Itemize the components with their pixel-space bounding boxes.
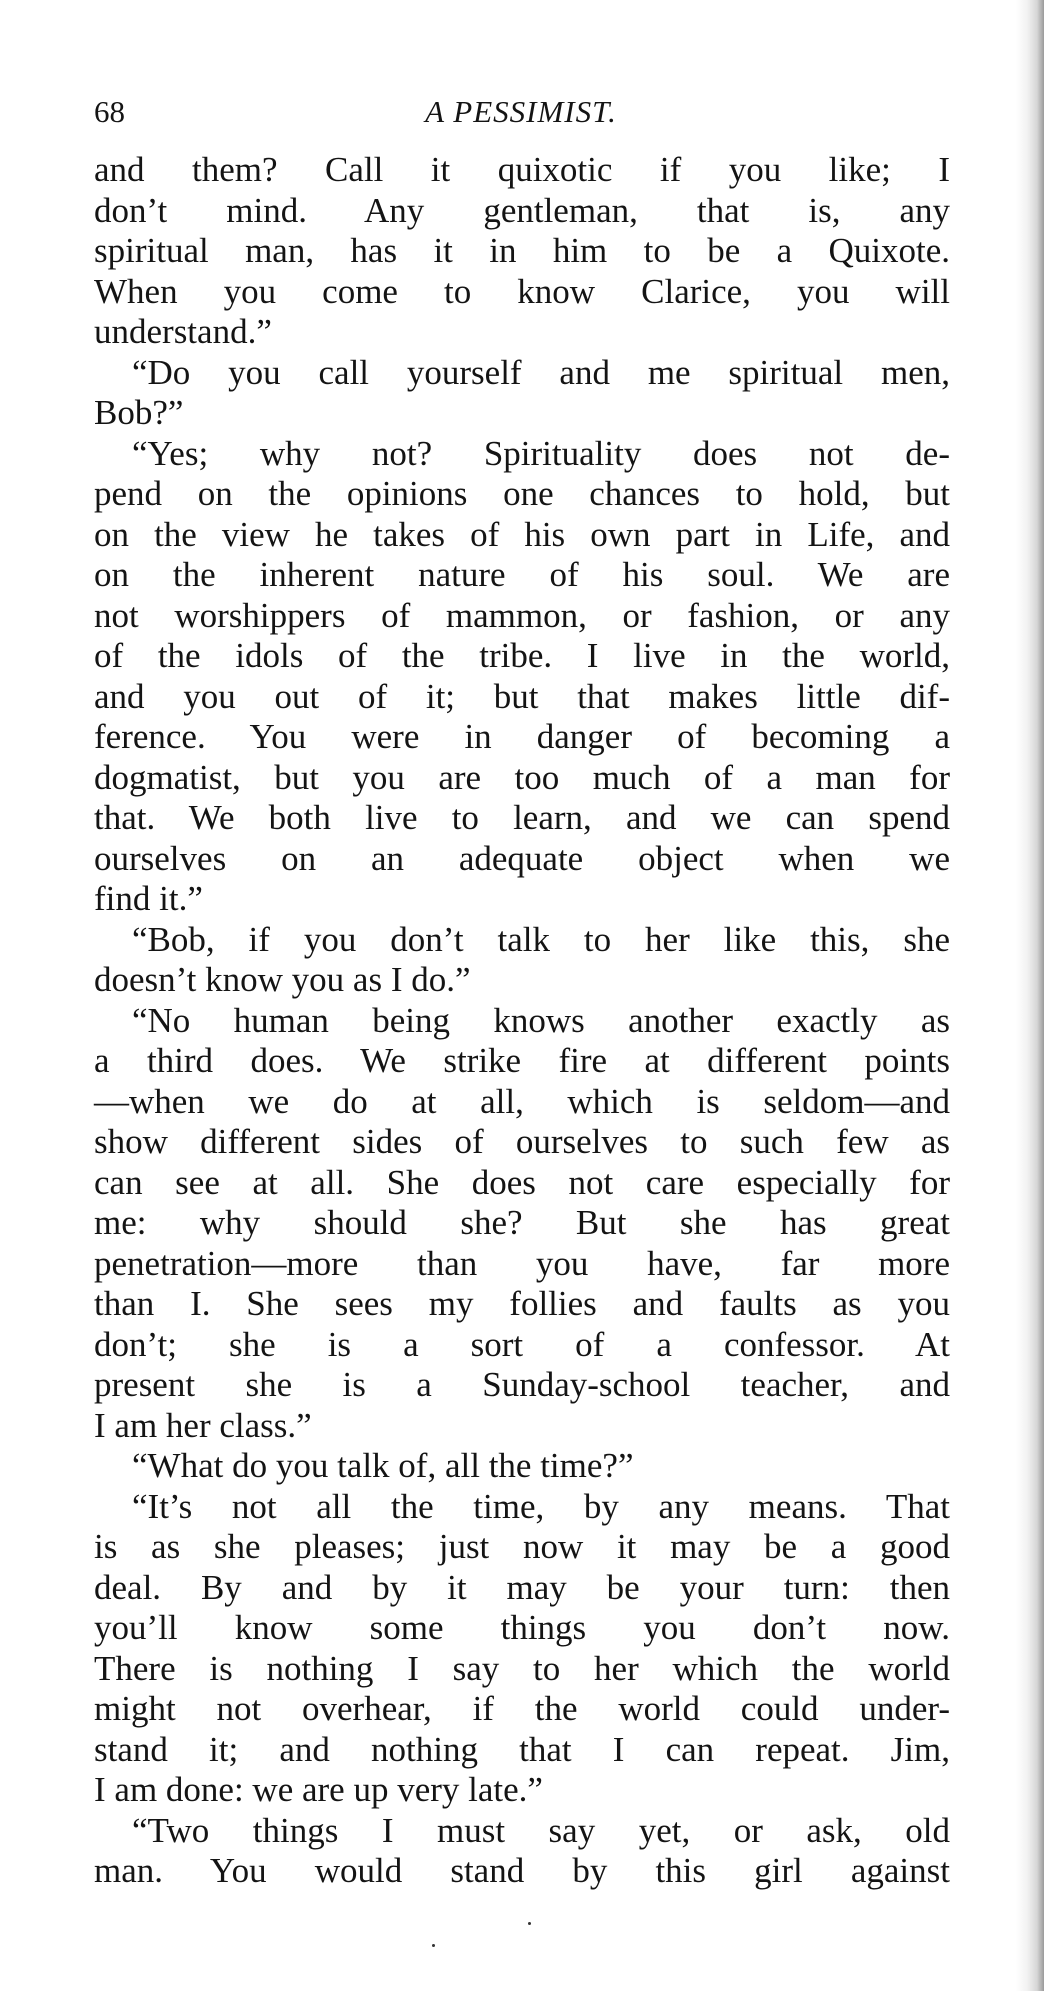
- page-number: 68: [94, 94, 125, 129]
- text-line: There is nothing I say to her which the world: [94, 1648, 950, 1688]
- text-line: than I. She sees my follies and faults as you: [94, 1284, 950, 1323]
- text-line: find it.”: [94, 879, 203, 918]
- text-line: not worshippers of mammon, or fashion, or any: [94, 595, 950, 635]
- text-line: stand it; and nothing that I can repeat. Jim,: [94, 1729, 950, 1769]
- text-line: —when we do at all, which is seldom—and: [94, 1081, 950, 1121]
- text-line: show different sides of ourselves to such few as: [94, 1122, 950, 1161]
- text-line: don’t; she is a sort of a confessor. At: [94, 1324, 950, 1364]
- text-line: you’ll know some things you don’t now.: [94, 1608, 950, 1647]
- text-line: present she is a Sunday-school teacher, and: [94, 1365, 950, 1404]
- text-line: that. We both live to learn, and we can spend: [94, 798, 950, 837]
- page-header: [94, 92, 948, 132]
- body-text: [94, 150, 950, 1892]
- text-line: and them? Call it quixotic if you like; I: [94, 150, 950, 189]
- text-line: pend on the opinions one chances to hold, but: [94, 474, 950, 513]
- text-line: me: why should she? But she has great: [94, 1203, 950, 1242]
- text-line: can see at all. She does not care especially for: [94, 1162, 950, 1202]
- text-line: “Two things I must say yet, or ask, old: [132, 1810, 950, 1850]
- text-line: When you come to know Clarice, you will: [94, 271, 950, 311]
- text-line: might not overhear, if the world could under-: [94, 1689, 950, 1728]
- text-line: man. You would stand by this girl against: [94, 1851, 950, 1890]
- text-line: is as she pleases; just now it may be a good: [94, 1527, 950, 1566]
- text-line: don’t mind. Any gentleman, that is, any: [94, 190, 950, 230]
- print-speck: [528, 1922, 531, 1925]
- text-line: “It’s not all the time, by any means. That: [132, 1486, 950, 1526]
- text-line: dogmatist, but you are too much of a man for: [94, 757, 950, 797]
- page-binding-edge: [1016, 0, 1044, 1991]
- print-speck: [432, 1944, 435, 1947]
- text-line: “No human being knows another exactly as: [132, 1000, 950, 1040]
- text-line: “Yes; why not? Spirituality does not de-: [132, 433, 950, 473]
- text-line: spiritual man, has it in him to be a Quixote.: [94, 231, 950, 270]
- text-line: ference. You were in danger of becoming a: [94, 717, 950, 756]
- text-line: “Bob, if you don’t talk to her like this, she: [132, 919, 950, 959]
- text-line: deal. By and by it may be your turn: then: [94, 1567, 950, 1607]
- text-line: a third does. We strike fire at different points: [94, 1041, 950, 1080]
- text-line: “Do you call yourself and me spiritual men,: [132, 352, 950, 392]
- text-line: “What do you talk of, all the time?”: [132, 1446, 634, 1485]
- text-line: on the inherent nature of his soul. We are: [94, 555, 950, 594]
- text-line: of the idols of the tribe. I live in the world,: [94, 636, 950, 675]
- text-line: on the view he takes of his own part in Life, and: [94, 514, 950, 554]
- text-line: Bob?”: [94, 393, 184, 432]
- running-title: A PESSIMIST.: [425, 94, 617, 129]
- text-line: penetration—more than you have, far more: [94, 1243, 950, 1283]
- text-line: I am done: we are up very late.”: [94, 1770, 543, 1809]
- text-line: ourselves on an adequate object when we: [94, 838, 950, 878]
- text-line: and you out of it; but that makes little dif-: [94, 676, 950, 716]
- text-line: I am her class.”: [94, 1405, 312, 1445]
- text-line: doesn’t know you as I do.”: [94, 960, 471, 999]
- text-line: understand.”: [94, 312, 272, 351]
